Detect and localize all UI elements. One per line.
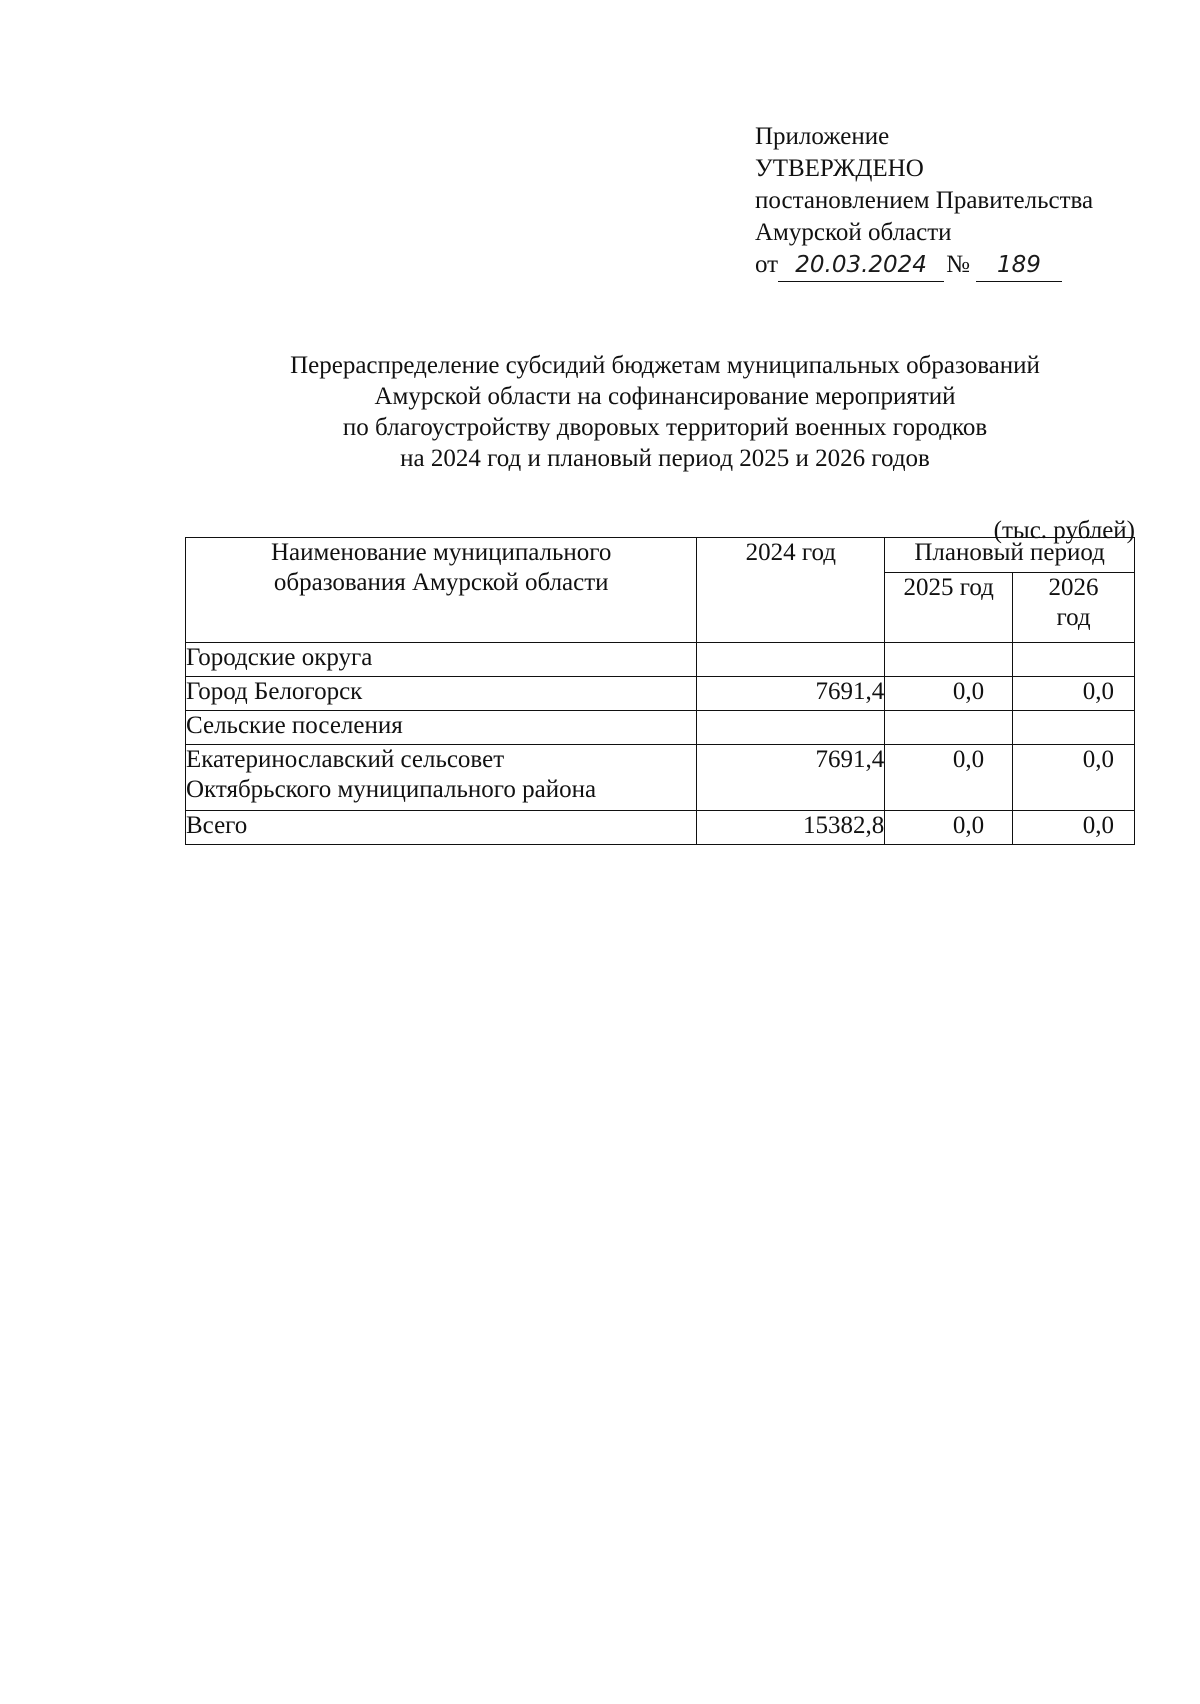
row-2025: 0,0 xyxy=(885,811,1013,845)
row-2026 xyxy=(1013,643,1135,677)
row-name: Город Белогорск xyxy=(186,677,697,711)
row-2026: 0,0 xyxy=(1013,811,1135,845)
table-row xyxy=(186,643,1135,677)
row-name xyxy=(186,745,697,811)
header-planned-period-label: Плановый период xyxy=(914,539,1105,566)
approval-number: 189 xyxy=(976,249,1062,282)
row-2024: 15382,8 xyxy=(697,811,885,845)
approval-approved: УТВЕРЖДЕНО xyxy=(755,155,924,182)
header-planned-period xyxy=(885,538,1135,573)
header-municipality-line-1: Наименование муниципального xyxy=(271,539,612,566)
header-2026 xyxy=(1013,573,1135,643)
approval-date: 20.03.2024 xyxy=(778,249,944,282)
title-line-4: на 2024 год и плановый период 2025 и 2026 годов xyxy=(400,445,930,472)
row-2024: 7691,4 xyxy=(697,677,885,711)
table-row xyxy=(186,745,1135,811)
row-name-line-2: Октябрьского муниципального района xyxy=(186,776,597,803)
row-name: Всего xyxy=(186,811,697,845)
table-row xyxy=(186,677,1135,711)
row-2025: 0,0 xyxy=(885,677,1013,711)
subsidy-table xyxy=(185,537,1135,845)
row-2026 xyxy=(1013,711,1135,745)
header-municipality xyxy=(186,538,697,643)
row-name-line-1: Екатеринославский сельсовет xyxy=(186,746,505,773)
row-2024 xyxy=(697,643,885,677)
approval-region: Амурской области xyxy=(755,219,952,246)
units-label: (тыс. рублей) xyxy=(993,517,1135,544)
document-title xyxy=(160,350,1170,474)
header-municipality-line-2: образования Амурской области xyxy=(273,569,609,596)
row-2025 xyxy=(885,711,1013,745)
approval-number-label: № xyxy=(946,251,970,278)
header-2025-label: 2025 год xyxy=(903,574,994,601)
approval-resolution: постановлением Правительства xyxy=(755,187,1094,214)
approval-prefix: от xyxy=(755,251,779,278)
table-row-total xyxy=(186,811,1135,845)
header-2026-line-2: год xyxy=(1056,604,1091,631)
title-line-1: Перераспределение субсидий бюджетам муниципальных образований xyxy=(290,352,1040,379)
row-name: Городские округа xyxy=(186,643,697,677)
row-name: Сельские поселения xyxy=(186,711,697,745)
approval-block xyxy=(755,121,1093,282)
row-2026: 0,0 xyxy=(1013,677,1135,711)
header-2024-label: 2024 год xyxy=(745,539,837,566)
title-line-3: по благоустройству дворовых территорий военных городков xyxy=(342,414,988,441)
row-2025: 0,0 xyxy=(885,745,1013,811)
row-2025 xyxy=(885,643,1013,677)
header-2024 xyxy=(697,538,885,643)
title-line-2: Амурской области на софинансирование мероприятий xyxy=(374,383,956,410)
approval-date-line xyxy=(755,249,1093,282)
row-2026: 0,0 xyxy=(1013,745,1135,811)
approval-appendix: Приложение xyxy=(755,123,890,150)
header-2026-line-1: 2026 xyxy=(1048,574,1099,601)
row-2024 xyxy=(697,711,885,745)
row-2024: 7691,4 xyxy=(697,745,885,811)
header-row-1 xyxy=(186,538,1135,573)
table-row xyxy=(186,711,1135,745)
header-2025 xyxy=(885,573,1013,643)
